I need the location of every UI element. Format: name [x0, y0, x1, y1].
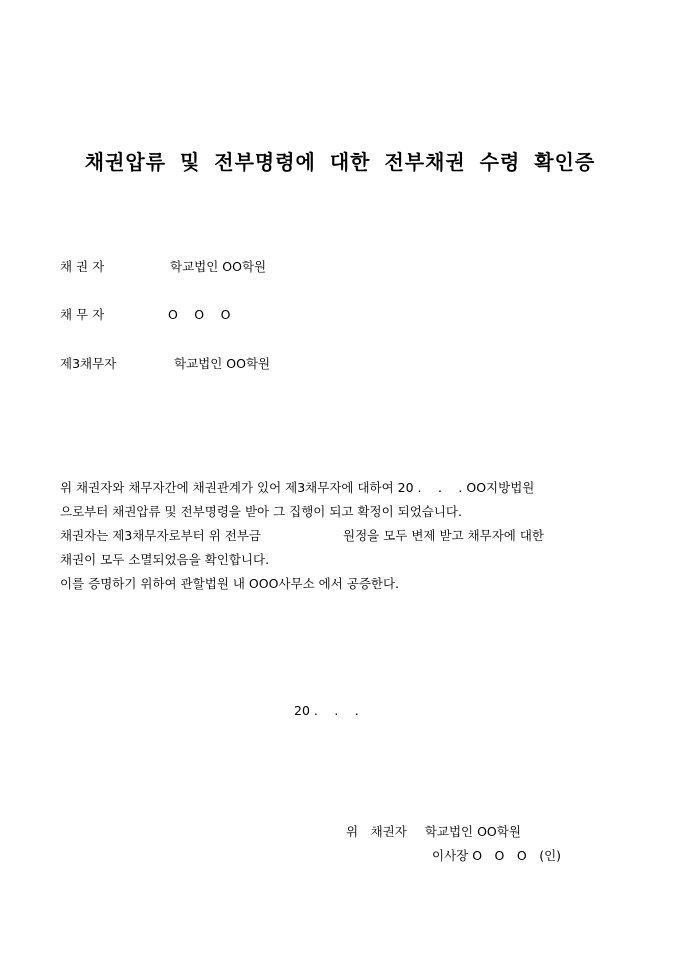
signature-line-2: 이사장 O O O (인)	[432, 848, 562, 863]
signature-value: 학교법인 OO학원	[424, 824, 521, 839]
signature-line-1	[346, 822, 521, 840]
debtor-value: O O O	[168, 307, 231, 322]
document-date: 20 . . .	[294, 703, 359, 718]
creditor-label: 채 권 자	[60, 259, 105, 274]
creditor-row	[60, 257, 360, 275]
debtor-label: 채 무 자	[60, 307, 105, 322]
body-line-3	[60, 526, 544, 544]
body-line-4: 채권이 모두 소멸되었음을 확인합니다.	[60, 552, 270, 567]
third-debtor-value: 학교법인 OO학원	[174, 356, 271, 371]
signature-label: 위 채권자	[346, 824, 407, 839]
third-debtor-label: 제3채무자	[60, 356, 117, 371]
creditor-value: 학교법인 OO학원	[170, 259, 267, 274]
debtor-row	[60, 305, 360, 323]
body-line-1: 위 채권자와 채무자간에 채권관계가 있어 제3채무자에 대하여 20 . . . OO지방법원	[60, 480, 535, 495]
body-line-3-part-a: 채권자는 제3채무자로부터 위 전부금	[60, 528, 261, 543]
body-line-5: 이를 증명하기 위하여 관할법원 내 OOO사무소 에서 공증한다.	[60, 576, 400, 591]
third-debtor-row	[60, 354, 360, 372]
body-line-2: 으로부터 채권압류 및 전부명령을 받아 그 집행이 되고 확정이 되었습니다.	[60, 504, 462, 519]
document-title: 채권압류 및 전부명령에 대한 전부채권 수령 확인증	[84, 150, 596, 174]
body-line-3-part-b: 원정을 모두 변제 받고 채무자에 대한	[343, 528, 544, 543]
